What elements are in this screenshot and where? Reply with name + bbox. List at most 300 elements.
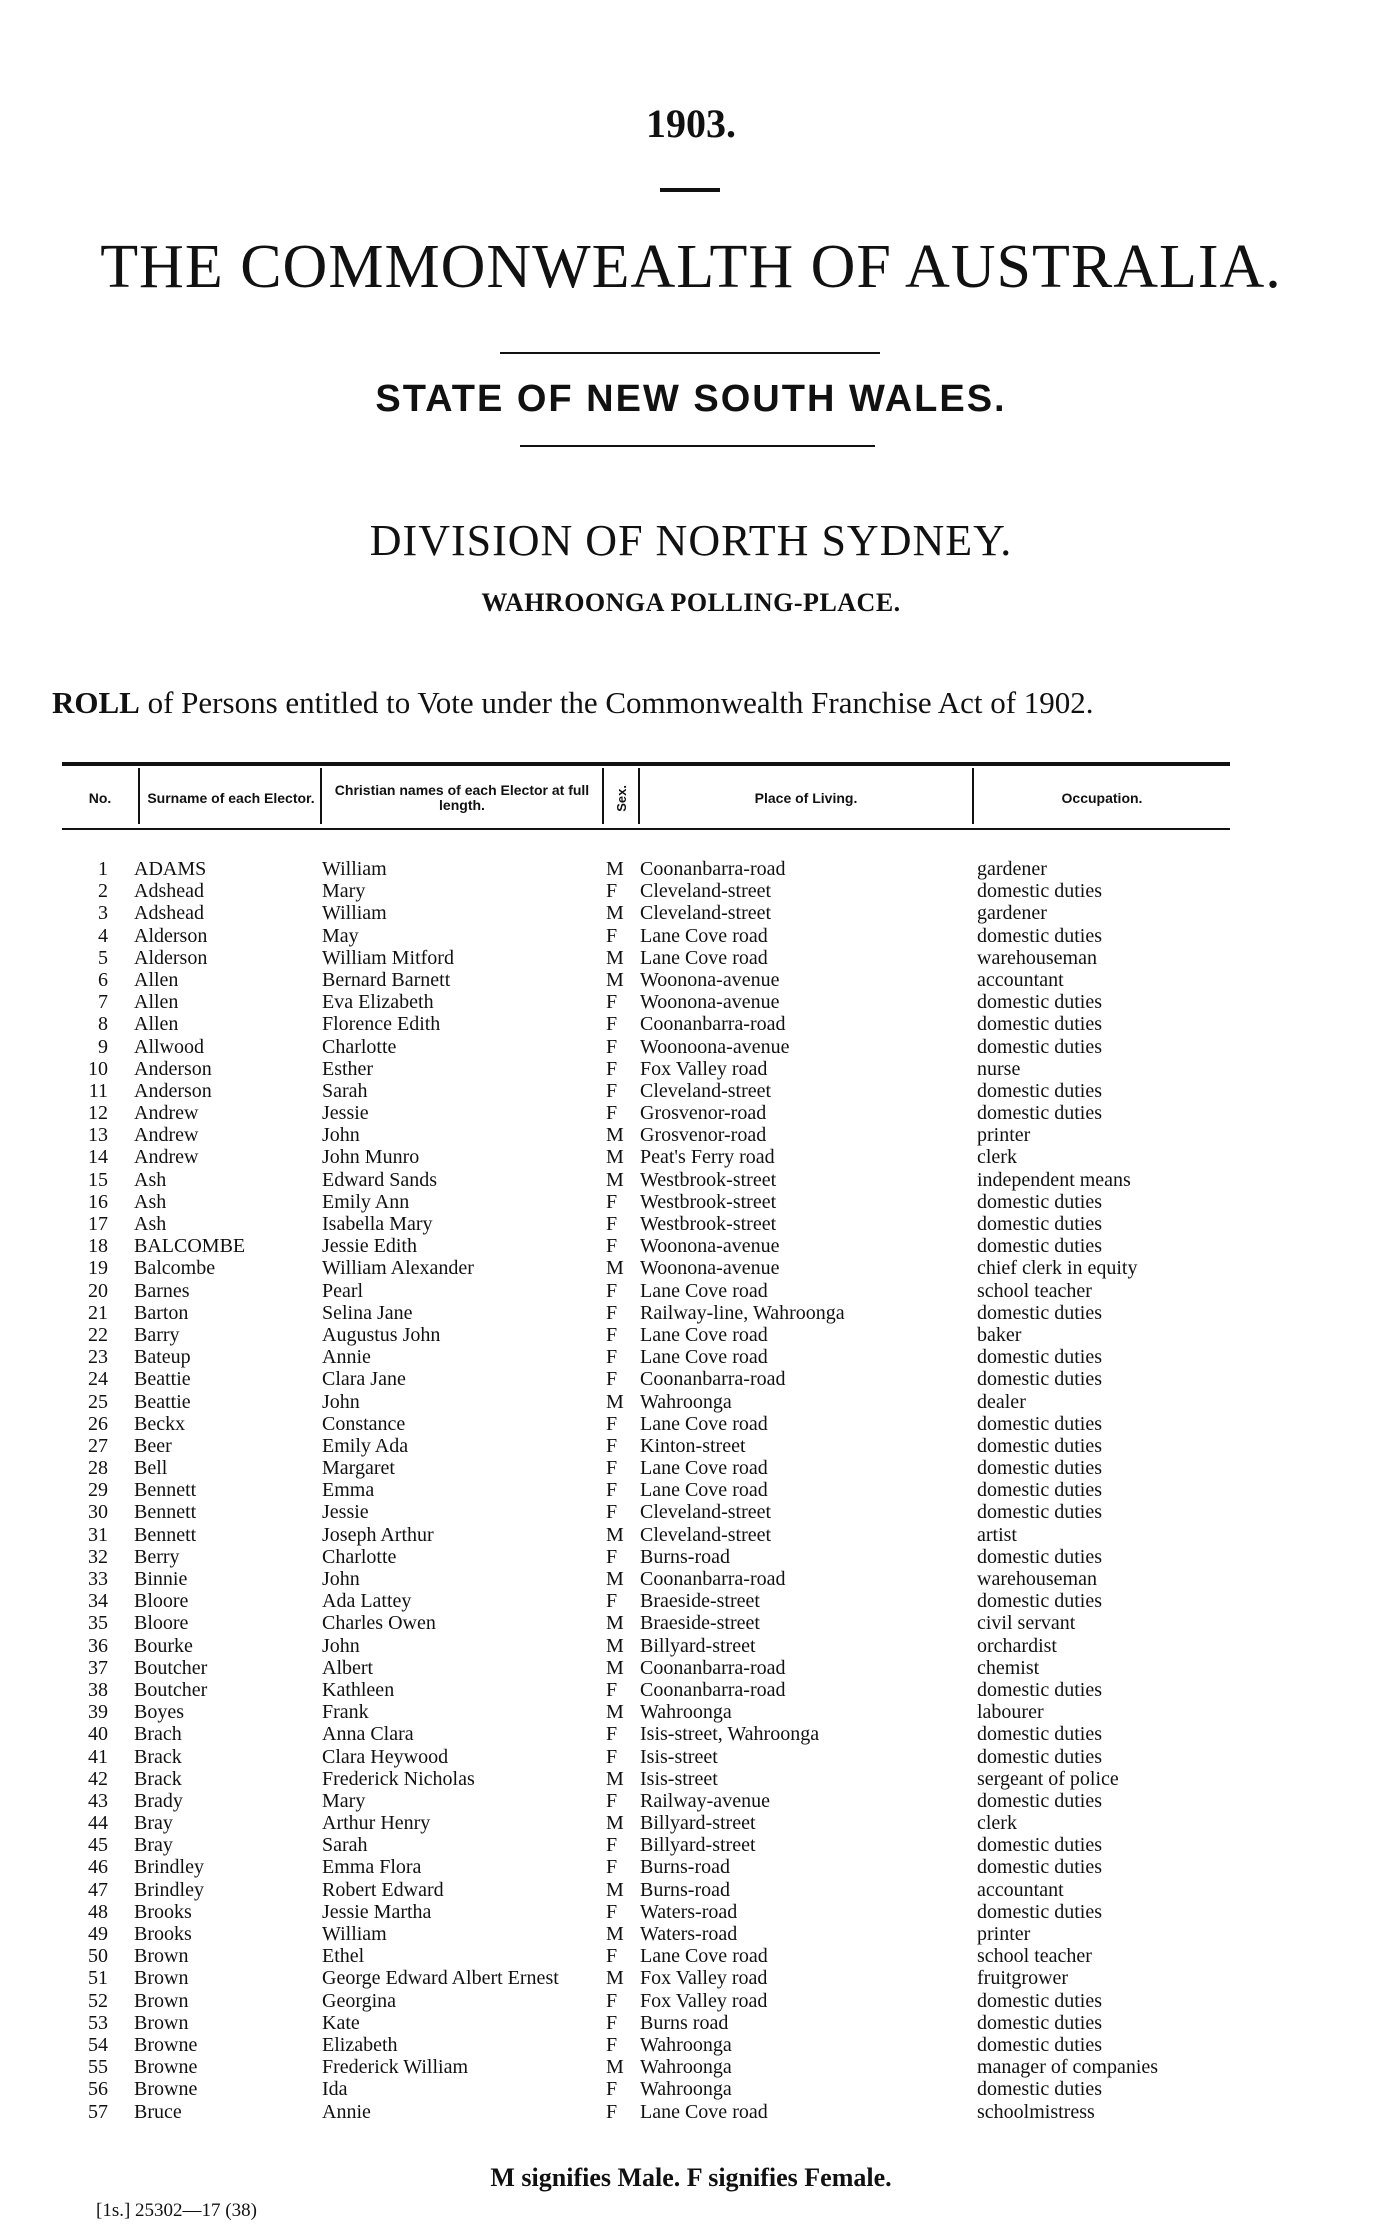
table-row [0, 1568, 1382, 1590]
cell-surname: Andrew [134, 1146, 199, 1169]
cell-place: Burns-road [640, 1878, 730, 1901]
cell-sex: F [606, 1079, 618, 1102]
cell-sex: F [606, 1279, 618, 1302]
cell-occupation: dealer [977, 1390, 1026, 1413]
cell-sex: M [606, 1612, 624, 1635]
table-row [0, 1723, 1382, 1745]
cell-christian: Frank [322, 1701, 369, 1724]
cell-no: 17 [88, 1213, 108, 1235]
cell-sex: F [606, 1745, 618, 1768]
cell-christian: Joseph Arthur [322, 1523, 434, 1546]
cell-occupation: domestic duties [977, 1989, 1102, 2012]
cell-surname: Bateup [134, 1346, 191, 1369]
cell-no: 26 [88, 1412, 108, 1435]
cell-place: Lane Cove road [640, 1412, 768, 1435]
cell-christian: Pearl [322, 1279, 364, 1302]
table-row [0, 1324, 1382, 1346]
cell-christian: Albert [322, 1656, 374, 1679]
cell-no: 30 [88, 1501, 108, 1524]
cell-sex: F [606, 2100, 618, 2123]
cell-surname: Balcombe [134, 1257, 216, 1280]
table-row [0, 969, 1382, 991]
table-row [0, 1923, 1382, 1945]
cell-place: Waters-road [640, 1923, 738, 1945]
cell-occupation: domestic duties [977, 1745, 1102, 1768]
table-row [0, 1990, 1382, 2012]
cell-sex: M [606, 968, 624, 991]
cell-place: Coonanbarra-road [640, 1013, 786, 1036]
cell-christian: Ethel [322, 1945, 365, 1968]
table-row [0, 1280, 1382, 1302]
cell-no: 38 [88, 1678, 108, 1701]
cell-sex: F [606, 2033, 618, 2056]
cell-surname: Barry [134, 1323, 180, 1346]
cell-christian: Charlotte [322, 1545, 397, 1568]
cell-place: Lane Cove road [640, 924, 768, 947]
cell-christian: Annie [322, 2100, 371, 2123]
print-code: [1s.] 25302—17 (38) [96, 2200, 257, 2221]
cell-christian: John Munro [322, 1146, 420, 1169]
cell-sex: M [606, 1168, 624, 1191]
cell-occupation: chief clerk in equity [977, 1257, 1138, 1280]
cell-place: Braeside-street [640, 1590, 760, 1613]
table-row [0, 947, 1382, 969]
cell-place: Lane Cove road [640, 2100, 768, 2123]
cell-sex: F [606, 1412, 618, 1435]
table-row [0, 1013, 1382, 1035]
table-row [0, 1346, 1382, 1368]
cell-occupation: school teacher [977, 1279, 1092, 1302]
cell-sex: F [606, 2011, 618, 2034]
cell-christian: May [322, 924, 359, 947]
cell-surname: Bloore [134, 1590, 189, 1613]
cell-place: Woonoona-avenue [640, 1035, 790, 1058]
cell-christian: Bernard Barnett [322, 968, 451, 991]
cell-christian: William Alexander [322, 1257, 474, 1280]
cell-christian: Frederick Nicholas [322, 1767, 475, 1790]
cell-place: Wahroonga [640, 1701, 732, 1724]
table-row [0, 902, 1382, 924]
cell-place: Fox Valley road [640, 1967, 768, 1990]
cell-surname: Anderson [134, 1057, 212, 1080]
cell-occupation: domestic duties [977, 1368, 1102, 1391]
cell-surname: Beer [134, 1434, 172, 1457]
cell-place: Kinton-street [640, 1434, 746, 1457]
table-row [0, 1191, 1382, 1213]
cell-occupation: domestic duties [977, 1789, 1102, 1812]
table-row [0, 1302, 1382, 1324]
cell-no: 40 [88, 1723, 108, 1746]
cell-sex: F [606, 1301, 618, 1324]
cell-surname: Boyes [134, 1701, 184, 1724]
cell-occupation: domestic duties [977, 1545, 1102, 1568]
cell-christian: Elizabeth [322, 2033, 398, 2056]
divider-rule [500, 352, 880, 354]
cell-christian: Edward Sands [322, 1168, 437, 1191]
cell-place: Coonanbarra-road [640, 1656, 786, 1679]
cell-sex: F [606, 1945, 618, 1968]
cell-surname: Browne [134, 2078, 198, 2101]
cell-christian: Isabella Mary [322, 1213, 433, 1235]
table-row [0, 1590, 1382, 1612]
cell-occupation: clerk [977, 1146, 1017, 1169]
cell-occupation: gardener [977, 902, 1047, 925]
divider-rule [660, 188, 720, 192]
sex-legend: M signifies Male. F signifies Female. [490, 2163, 892, 2192]
cell-no: 32 [88, 1545, 108, 1568]
cell-no: 20 [88, 1279, 108, 1302]
cell-christian: Mary [322, 1789, 366, 1812]
cell-occupation: labourer [977, 1701, 1044, 1724]
cell-place: Cleveland-street [640, 1523, 772, 1546]
header-place: Place of Living. [754, 789, 858, 806]
cell-sex: F [606, 1590, 618, 1613]
cell-place: Isis-street [640, 1745, 718, 1768]
division-title: DIVISION OF NORTH SYDNEY. [369, 516, 1013, 565]
table-row [0, 1901, 1382, 1923]
cell-no: 25 [88, 1390, 108, 1413]
cell-surname: Bell [134, 1457, 168, 1480]
cell-sex: M [606, 1523, 624, 1546]
cell-no: 57 [88, 2100, 108, 2123]
cell-sex: M [606, 1124, 624, 1147]
column-divider [138, 768, 140, 824]
column-divider [320, 768, 322, 824]
cell-place: Woonona-avenue [640, 1257, 780, 1280]
cell-surname: Brindley [134, 1878, 204, 1901]
cell-sex: M [606, 902, 624, 925]
cell-christian: George Edward Albert Ernest [322, 1967, 559, 1990]
table-row [0, 1391, 1382, 1413]
cell-christian: Emma [322, 1479, 375, 1502]
cell-place: Lane Cove road [640, 1323, 768, 1346]
table-row [0, 1213, 1382, 1235]
cell-place: Railway-line, Wahroonga [640, 1301, 845, 1324]
cell-occupation: domestic duties [977, 1479, 1102, 1502]
cell-place: Braeside-street [640, 1612, 760, 1635]
cell-place: Burns-road [640, 1545, 730, 1568]
cell-occupation: domestic duties [977, 1723, 1102, 1746]
cell-surname: Allwood [134, 1035, 204, 1058]
cell-place: Coonanbarra-road [640, 1368, 786, 1391]
cell-occupation: domestic duties [977, 2011, 1102, 2034]
cell-occupation: civil servant [977, 1612, 1076, 1635]
cell-sex: F [606, 1235, 618, 1258]
cell-surname: Allen [134, 991, 179, 1014]
cell-no: 34 [88, 1590, 108, 1613]
cell-surname: Alderson [134, 924, 208, 947]
cell-surname: Brooks [134, 1900, 192, 1923]
cell-christian: Ada Lattey [322, 1590, 412, 1613]
cell-no: 13 [88, 1124, 108, 1147]
cell-occupation: domestic duties [977, 1102, 1102, 1125]
cell-occupation: domestic duties [977, 1590, 1102, 1613]
table-row [0, 1612, 1382, 1634]
cell-surname: Allen [134, 968, 179, 991]
cell-christian: Clara Heywood [322, 1745, 449, 1768]
cell-christian: Jessie [322, 1501, 369, 1524]
table-row [0, 1879, 1382, 1901]
cell-no: 31 [88, 1523, 108, 1546]
cell-occupation: domestic duties [977, 2078, 1102, 2101]
cell-christian: Arthur Henry [322, 1812, 431, 1835]
roll-description: of Persons entitled to Vote under the Commonwealth Franchise Act of 1902. [139, 685, 1094, 720]
cell-christian: Selina Jane [322, 1301, 413, 1324]
cell-no: 51 [88, 1967, 108, 1990]
table-row [0, 1546, 1382, 1568]
cell-place: Coonanbarra-road [640, 858, 786, 880]
cell-no: 52 [88, 1989, 108, 2012]
table-row [0, 925, 1382, 947]
table-row [0, 2101, 1382, 2123]
cell-surname: Allen [134, 1013, 179, 1036]
cell-sex: F [606, 1989, 618, 2012]
cell-christian: Kate [322, 2011, 360, 2034]
cell-occupation: domestic duties [977, 1013, 1102, 1036]
header-occupation: Occupation. [1061, 789, 1143, 806]
cell-no: 53 [88, 2011, 108, 2034]
cell-christian: Jessie Martha [322, 1900, 432, 1923]
cell-place: Woonona-avenue [640, 1235, 780, 1258]
cell-sex: F [606, 1323, 618, 1346]
table-row [0, 1435, 1382, 1457]
cell-no: 47 [88, 1878, 108, 1901]
cell-surname: Bennett [134, 1501, 197, 1524]
cell-place: Westbrook-street [640, 1213, 777, 1235]
table-row [0, 880, 1382, 902]
cell-sex: F [606, 1368, 618, 1391]
table-row [0, 1856, 1382, 1878]
cell-no: 49 [88, 1923, 108, 1945]
cell-sex: F [606, 1501, 618, 1524]
cell-christian: John [322, 1568, 360, 1590]
cell-no: 16 [88, 1190, 108, 1213]
cell-surname: Ash [134, 1213, 167, 1235]
cell-no: 1 [98, 858, 108, 880]
header-christian-names: Christian names of each Elector at full length. [334, 782, 590, 813]
cell-surname: Adshead [134, 880, 204, 903]
cell-place: Cleveland-street [640, 1501, 772, 1524]
cell-surname: Bloore [134, 1612, 189, 1635]
cell-no: 48 [88, 1900, 108, 1923]
cell-occupation: domestic duties [977, 1301, 1102, 1324]
cell-surname: Berry [134, 1545, 180, 1568]
cell-occupation: domestic duties [977, 1190, 1102, 1213]
roll-heading [52, 685, 1094, 721]
cell-surname: Bennett [134, 1523, 197, 1546]
cell-surname: Boutcher [134, 1678, 208, 1701]
cell-occupation: warehouseman [977, 1568, 1097, 1590]
cell-surname: Bennett [134, 1479, 197, 1502]
cell-christian: Constance [322, 1412, 406, 1435]
cell-surname: Ash [134, 1168, 167, 1191]
cell-no: 29 [88, 1479, 108, 1502]
table-row [0, 1701, 1382, 1723]
cell-place: Waters-road [640, 1900, 738, 1923]
table-row [0, 1524, 1382, 1546]
cell-place: Woonona-avenue [640, 991, 780, 1014]
cell-sex: M [606, 858, 624, 880]
cell-sex: F [606, 1479, 618, 1502]
cell-christian: Emily Ann [322, 1190, 410, 1213]
cell-no: 8 [98, 1013, 108, 1036]
cell-surname: Bray [134, 1812, 173, 1835]
cell-occupation: clerk [977, 1812, 1017, 1835]
cell-occupation: fruitgrower [977, 1967, 1069, 1990]
cell-no: 15 [88, 1168, 108, 1191]
header-sex [604, 770, 638, 826]
cell-place: Lane Cove road [640, 1457, 768, 1480]
cell-surname: Ash [134, 1190, 167, 1213]
cell-sex: F [606, 1102, 618, 1125]
cell-place: Lane Cove road [640, 946, 768, 969]
cell-surname: Bourke [134, 1634, 193, 1657]
cell-no: 28 [88, 1457, 108, 1480]
cell-no: 35 [88, 1612, 108, 1635]
cell-christian: Florence Edith [322, 1013, 441, 1036]
cell-occupation: accountant [977, 968, 1064, 991]
cell-no: 24 [88, 1368, 108, 1391]
cell-occupation: domestic duties [977, 1213, 1102, 1235]
cell-no: 54 [88, 2033, 108, 2056]
cell-no: 9 [98, 1035, 108, 1058]
cell-occupation: domestic duties [977, 1678, 1102, 1701]
cell-surname: Browne [134, 2033, 198, 2056]
table-row [0, 1945, 1382, 1967]
cell-sex: F [606, 991, 618, 1014]
cell-no: 42 [88, 1767, 108, 1790]
cell-occupation: domestic duties [977, 991, 1102, 1014]
table-row [0, 1257, 1382, 1279]
cell-christian: Jessie [322, 1102, 369, 1125]
cell-place: Fox Valley road [640, 1057, 768, 1080]
cell-sex: F [606, 1834, 618, 1857]
cell-sex: M [606, 2056, 624, 2079]
cell-christian: Kathleen [322, 1678, 395, 1701]
table-row [0, 2056, 1382, 2078]
cell-no: 23 [88, 1346, 108, 1369]
cell-surname: Brack [134, 1745, 182, 1768]
cell-sex: F [606, 1457, 618, 1480]
cell-place: Cleveland-street [640, 902, 772, 925]
cell-christian: Sarah [322, 1834, 368, 1857]
cell-place: Cleveland-street [640, 880, 772, 903]
cell-surname: Andrew [134, 1124, 199, 1147]
cell-no: 41 [88, 1745, 108, 1768]
cell-no: 12 [88, 1102, 108, 1125]
cell-no: 5 [98, 946, 108, 969]
cell-place: Wahroonga [640, 2033, 732, 2056]
cell-sex: F [606, 1434, 618, 1457]
cell-place: Woonona-avenue [640, 968, 780, 991]
cell-no: 44 [88, 1812, 108, 1835]
cell-christian: John [322, 1124, 360, 1147]
cell-place: Railway-avenue [640, 1789, 770, 1812]
cell-sex: M [606, 1967, 624, 1990]
cell-surname: Brooks [134, 1923, 192, 1945]
cell-christian: Esther [322, 1057, 374, 1080]
cell-place: Peat's Ferry road [640, 1146, 775, 1169]
elector-rows [0, 858, 1382, 2123]
cell-sex: M [606, 1568, 624, 1590]
cell-occupation: school teacher [977, 1945, 1092, 1968]
cell-sex: M [606, 1701, 624, 1724]
cell-place: Isis-street, Wahroonga [640, 1723, 820, 1746]
cell-occupation: domestic duties [977, 880, 1102, 903]
cell-surname: Binnie [134, 1568, 188, 1590]
cell-place: Lane Cove road [640, 1945, 768, 1968]
cell-surname: Adshead [134, 902, 204, 925]
cell-sex: M [606, 1878, 624, 1901]
cell-place: Grosvenor-road [640, 1102, 767, 1125]
cell-sex: F [606, 1678, 618, 1701]
cell-sex: M [606, 1656, 624, 1679]
cell-occupation: schoolmistress [977, 2100, 1095, 2123]
cell-christian: Clara Jane [322, 1368, 406, 1391]
cell-place: Westbrook-street [640, 1190, 777, 1213]
cell-sex: F [606, 1723, 618, 1746]
table-top-rule [62, 762, 1230, 766]
table-row [0, 1812, 1382, 1834]
cell-occupation: nurse [977, 1057, 1021, 1080]
cell-occupation: domestic duties [977, 1900, 1102, 1923]
table-row [0, 1169, 1382, 1191]
cell-christian: William [322, 858, 387, 880]
cell-place: Burns-road [640, 1856, 730, 1879]
cell-sex: F [606, 1013, 618, 1036]
cell-no: 33 [88, 1568, 108, 1590]
table-row [0, 1413, 1382, 1435]
cell-surname: Brown [134, 1945, 189, 1968]
header-sex-label: Sex. [613, 784, 629, 812]
year: 1903. [646, 101, 736, 146]
cell-christian: William Mitford [322, 946, 454, 969]
cell-no: 10 [88, 1057, 108, 1080]
cell-surname: Brack [134, 1767, 182, 1790]
divider-rule [520, 445, 875, 447]
state-title: STATE OF NEW SOUTH WALES. [375, 378, 1007, 420]
cell-place: Lane Cove road [640, 1279, 768, 1302]
cell-sex: M [606, 1146, 624, 1169]
table-row [0, 2078, 1382, 2100]
cell-place: Lane Cove road [640, 1346, 768, 1369]
cell-no: 56 [88, 2078, 108, 2101]
cell-sex: F [606, 880, 618, 903]
cell-place: Billyard-street [640, 1812, 756, 1835]
cell-christian: Emily Ada [322, 1434, 409, 1457]
cell-place: Westbrook-street [640, 1168, 777, 1191]
cell-place: Coonanbarra-road [640, 1678, 786, 1701]
table-row [0, 1102, 1382, 1124]
cell-sex: F [606, 1190, 618, 1213]
cell-christian: Frederick William [322, 2056, 469, 2079]
cell-surname: Bray [134, 1834, 173, 1857]
cell-surname: Brown [134, 1989, 189, 2012]
cell-sex: M [606, 1634, 624, 1657]
table-row [0, 1768, 1382, 1790]
table-row [0, 858, 1382, 880]
cell-occupation: domestic duties [977, 1035, 1102, 1058]
cell-occupation: domestic duties [977, 1079, 1102, 1102]
cell-sex: F [606, 1545, 618, 1568]
cell-sex: F [606, 2078, 618, 2101]
cell-occupation: warehouseman [977, 946, 1097, 969]
cell-christian: Annie [322, 1346, 371, 1369]
cell-surname: Beattie [134, 1390, 191, 1413]
cell-sex: F [606, 1856, 618, 1879]
cell-place: Cleveland-street [640, 1079, 772, 1102]
cell-christian: John [322, 1634, 360, 1657]
